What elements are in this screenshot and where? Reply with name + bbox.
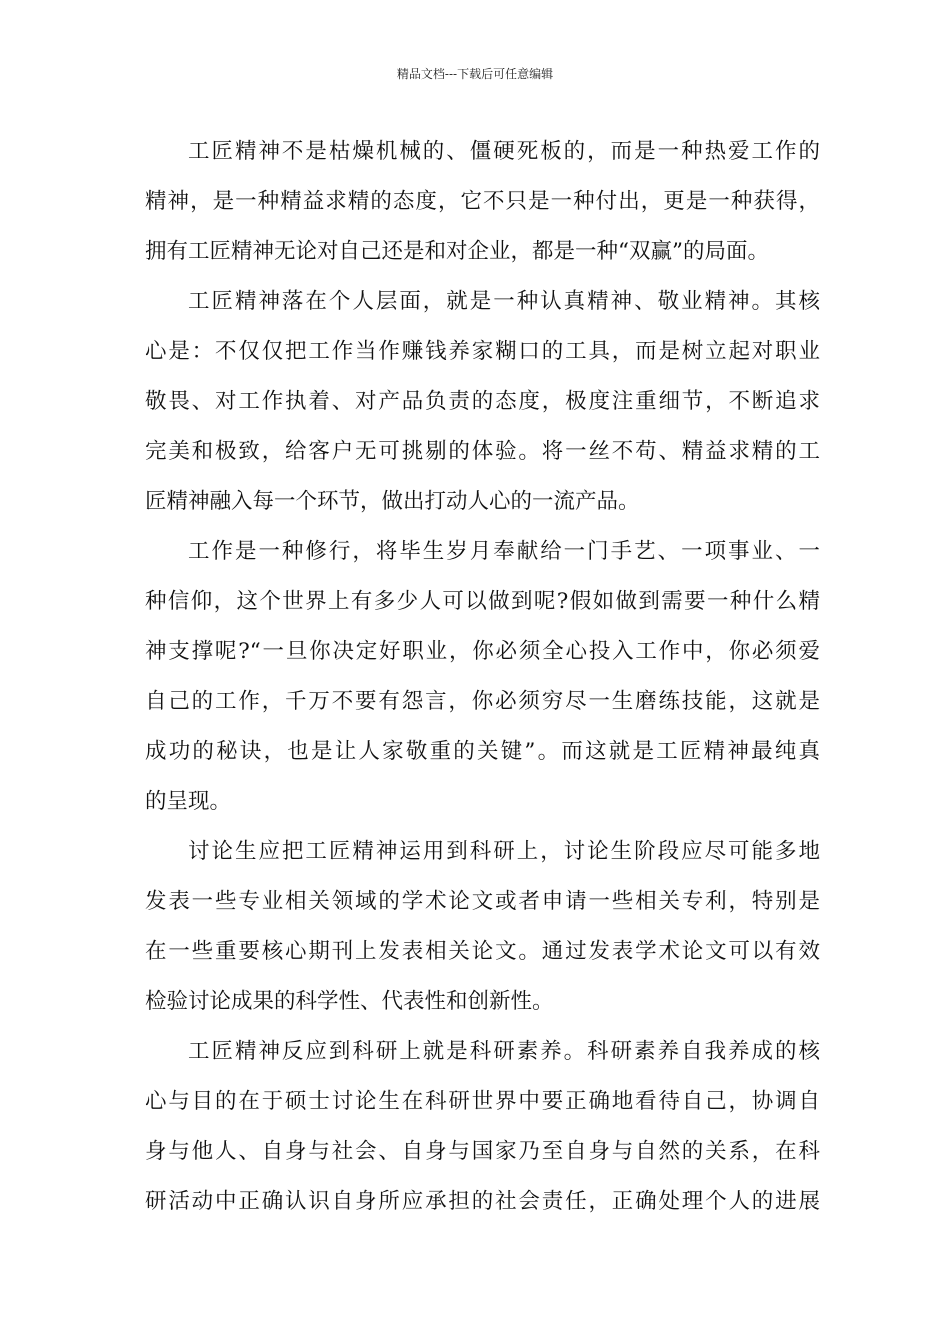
text-line: 匠精神融入每一个环节，做出打动人心的一流产品。	[145, 489, 640, 514]
paragraph-1	[145, 127, 820, 277]
document-body	[145, 127, 820, 1227]
text-line: 完美和极致，给客户无可挑剔的体验。将一丝不苟、精益求精的工	[145, 439, 820, 464]
text-line: 工作是一种修行，将毕生岁月奉献给一门手艺、一项事业、一	[188, 539, 820, 564]
text-line: 工匠精神不是枯燥机械的、僵硬死板的，而是一种热爱工作的	[188, 139, 820, 164]
text-line: 精神，是一种精益求精的态度，它不只是一种付出，更是一种获得，	[145, 189, 820, 214]
page-header: 精品文档---下载后可任意编辑	[396, 67, 554, 81]
text-line: 拥有工匠精神无论对自己还是和对企业，都是一种“双赢”的局面。	[145, 239, 769, 264]
text-line: 发表一些专业相关领域的学术论文或者申请一些相关专利，特别是	[145, 889, 820, 914]
text-line: 身与他人、自身与社会、自身与国家乃至自身与自然的关系，在科	[145, 1139, 820, 1164]
text-line: 讨论生应把工匠精神运用到科研上，讨论生阶段应尽可能多地	[188, 839, 820, 864]
paragraph-4	[145, 827, 820, 1027]
text-line: 在一些重要核心期刊上发表相关论文。通过发表学术论文可以有效	[145, 939, 820, 964]
text-line: 种信仰，这个世界上有多少人可以做到呢?假如做到需要一种什么精	[145, 589, 820, 614]
text-line: 成功的秘诀，也是让人家敬重的关键”。而这就是工匠精神最纯真	[145, 739, 820, 764]
paragraph-5	[145, 1027, 820, 1227]
text-line: 敬畏、对工作执着、对产品负责的态度，极度注重细节，不断追求	[145, 389, 820, 414]
text-line: 工匠精神反应到科研上就是科研素养。科研素养自我养成的核	[188, 1039, 820, 1064]
text-line: 检验讨论成果的科学性、代表性和创新性。	[145, 989, 554, 1014]
text-line: 研活动中正确认识自身所应承担的社会责任，正确处理个人的进展	[145, 1189, 820, 1214]
text-line: 神支撑呢?“一旦你决定好职业，你必须全心投入工作中，你必须爱	[145, 639, 820, 664]
text-line: 心与目的在于硕士讨论生在科研世界中要正确地看待自己，协调自	[145, 1089, 820, 1114]
text-line: 工匠精神落在个人层面，就是一种认真精神、敬业精神。其核	[188, 289, 820, 314]
text-line: 的呈现。	[145, 789, 232, 814]
text-line: 自己的工作，千万不要有怨言，你必须穷尽一生磨练技能，这就是	[145, 689, 820, 714]
text-line: 心是：不仅仅把工作当作赚钱养家糊口的工具，而是树立起对职业	[145, 339, 820, 364]
paragraph-2	[145, 277, 820, 527]
paragraph-3	[145, 527, 820, 827]
